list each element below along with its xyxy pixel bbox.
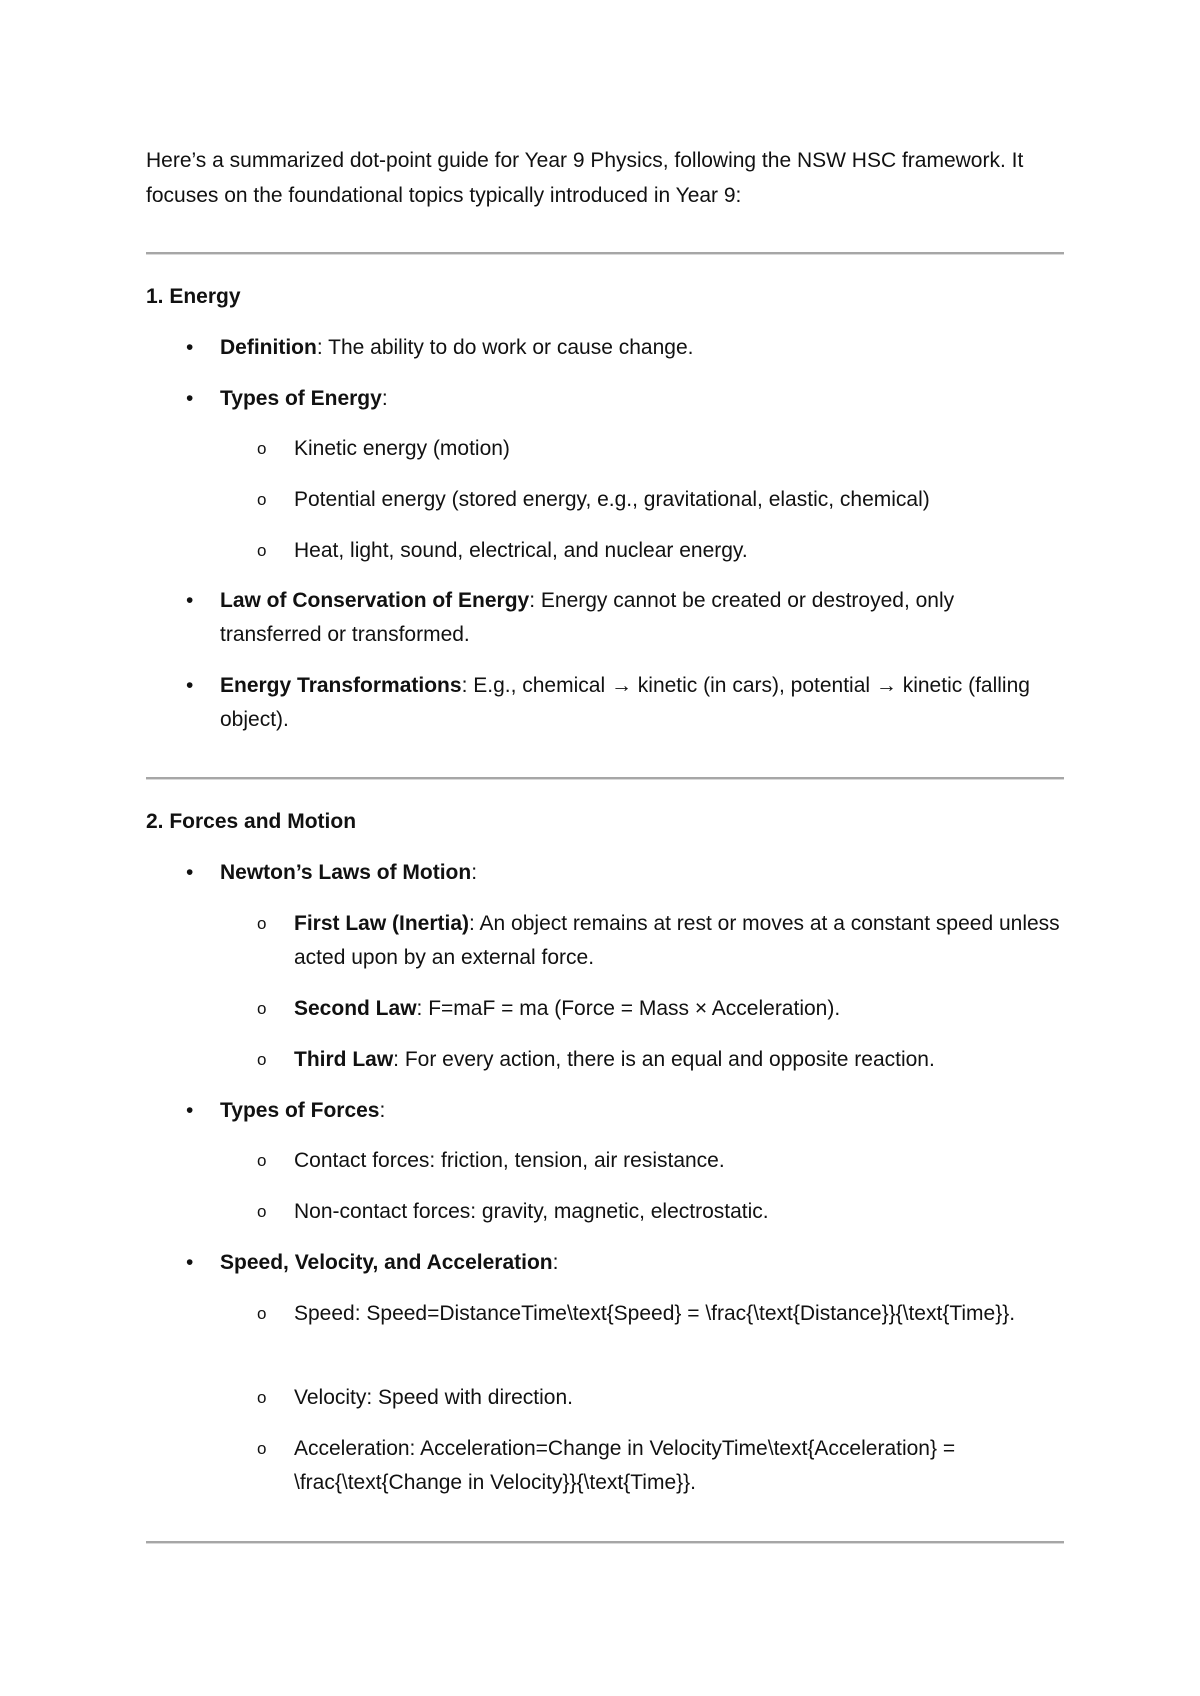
bullet-marker: • [186, 387, 194, 410]
item-text: : [379, 1099, 386, 1122]
item-text: : [552, 1251, 559, 1274]
sub-bullet-marker: o [257, 914, 267, 933]
list-item: Non-contact forces: gravity, magnetic, electrostatic. [294, 1200, 769, 1223]
list-item-newtons-laws [220, 856, 1060, 890]
list-item-third-law [294, 1043, 1064, 1077]
sub-bullet-marker: o [257, 1304, 267, 1323]
list-item: Potential energy (stored energy, e.g., gravitational, elastic, chemical) [294, 488, 930, 511]
list-item: Heat, light, sound, electrical, and nuclear energy. [294, 539, 748, 562]
sub-bullet-marker: o [257, 541, 267, 560]
list-item-speed-velocity-acceleration [220, 1246, 1060, 1280]
item-text: : [471, 861, 478, 884]
list-item: Kinetic energy (motion) [294, 437, 510, 460]
list-item-conservation [220, 584, 1060, 652]
list-item-definition [220, 331, 1060, 365]
sub-bullet-marker: o [257, 439, 267, 458]
term-label: Speed, Velocity, and Acceleration [220, 1251, 553, 1274]
sub-bullet-marker: o [257, 1439, 267, 1458]
term-label: Law of Conservation of Energy [220, 589, 530, 612]
item-text: : [381, 387, 388, 410]
intro-paragraph: Here’s a summarized dot-point guide for Year 9 Physics, following the NSW HSC framework. It focuses on the foundational topics typically introduced in Year 9: [146, 149, 1024, 207]
item-text: : An object remains at rest or moves at a constant speed unless acted upon by an external force. [294, 912, 1060, 969]
term-label: Newton’s Laws of Motion [220, 861, 472, 884]
list-item-second-law [294, 992, 1064, 1026]
sub-bullet-marker: o [257, 1202, 267, 1221]
horizontal-rule [146, 1541, 1064, 1544]
list-item: Contact forces: friction, tension, air resistance. [294, 1149, 725, 1172]
term-label: Types of Energy [220, 387, 382, 410]
sub-bullet-marker: o [257, 1151, 267, 1170]
item-text: : The ability to do work or cause change. [316, 336, 694, 359]
bullet-marker: • [186, 589, 194, 612]
list-item-transformations [220, 669, 1060, 737]
sub-bullet-marker: o [257, 1050, 267, 1069]
term-label: Definition [220, 336, 317, 359]
item-text: : E.g., chemical → kinetic (in cars), potential → kinetic (falling object). [220, 674, 1030, 731]
list-item-types-of-energy [220, 382, 1060, 416]
item-text: : F=maF = ma (Force = Mass × Acceleration). [416, 997, 841, 1020]
section-heading-forces: 2. Forces and Motion [146, 810, 357, 833]
sub-bullet-marker: o [257, 490, 267, 509]
term-label: Third Law [294, 1048, 394, 1071]
section-heading-energy: 1. Energy [146, 285, 241, 308]
list-item-acceleration: Acceleration: Acceleration=Change in VelocityTime\text{Acceleration} = \frac{\text{Change in Velocity}}{\text{Time}}. [294, 1437, 956, 1494]
bullet-marker: • [186, 1251, 194, 1274]
term-label: Types of Forces [220, 1099, 380, 1122]
list-item-speed: Speed: Speed=DistanceTime\text{Speed} = \frac{\text{Distance}}{\text{Time}}. [294, 1302, 1016, 1325]
sub-bullet-marker: o [257, 1388, 267, 1407]
list-item-types-of-forces [220, 1094, 1060, 1128]
list-item-velocity: Velocity: Speed with direction. [294, 1386, 573, 1409]
bullet-marker: • [186, 674, 194, 697]
bullet-marker: • [186, 1099, 194, 1122]
horizontal-rule [146, 777, 1064, 780]
term-label: First Law (Inertia) [294, 912, 470, 935]
term-label: Energy Transformations [220, 674, 462, 697]
bullet-marker: • [186, 336, 194, 359]
term-label: Second Law [294, 997, 417, 1020]
item-text: : For every action, there is an equal and opposite reaction. [393, 1048, 935, 1071]
item-text: : Energy cannot be created or destroyed, only transferred or transformed. [220, 589, 955, 646]
list-item-first-law [294, 907, 1064, 975]
sub-bullet-marker: o [257, 999, 267, 1018]
horizontal-rule [146, 252, 1064, 255]
bullet-marker: • [186, 861, 194, 884]
